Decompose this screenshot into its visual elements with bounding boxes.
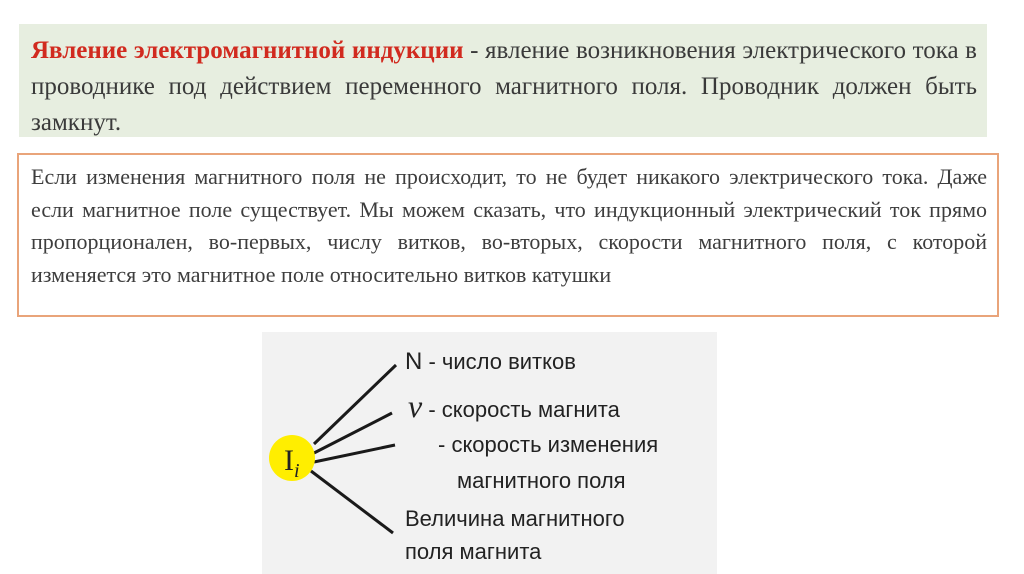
factor-field-line1: Величина магнитного (405, 506, 625, 531)
factor-turns-desc: - число витков (422, 349, 576, 374)
explanation-text: Если изменения магнитного поля не происходит, то не будет никакого электрического тока. Даже если магнитное поле существует. Мы можем сказать, что индукционный электрический ток прямо пропорционален, во-первых, числу витков, во-вторых, скорости магнитного поля, с которой изменяется это магнитное поле относительно витков катушки (31, 164, 987, 287)
induction-factors-diagram (262, 332, 717, 574)
factor-speed-desc: - скорость магнита (422, 397, 620, 422)
definition-box (19, 24, 987, 137)
branch-line-4 (311, 471, 393, 533)
factor-turns (405, 348, 576, 376)
explanation-box (17, 153, 999, 317)
factor-speed (408, 388, 620, 425)
current-subscript: i (294, 460, 300, 482)
factor-change-rate-cont (457, 468, 626, 494)
factor-field-magnitude-cont (405, 539, 541, 565)
factor-turns-var: N (405, 348, 423, 375)
induced-current-symbol: $I_i$ (284, 444, 300, 482)
factor-change-rate-line2: магнитного поля (457, 468, 626, 493)
definition-term: Явление электромагнитной индукции (31, 37, 464, 64)
factor-field-line2: поля магнита (405, 539, 542, 564)
definition-text: - явление возникновения электрического тока в проводнике под действием переменного магнитного поля. Проводник должен быть замкнут. (31, 37, 977, 136)
factor-speed-var: v (408, 388, 423, 424)
factor-field-magnitude (405, 506, 625, 532)
factor-change-rate (438, 432, 658, 458)
factor-change-rate-line1: - скорость изменения (438, 432, 659, 457)
